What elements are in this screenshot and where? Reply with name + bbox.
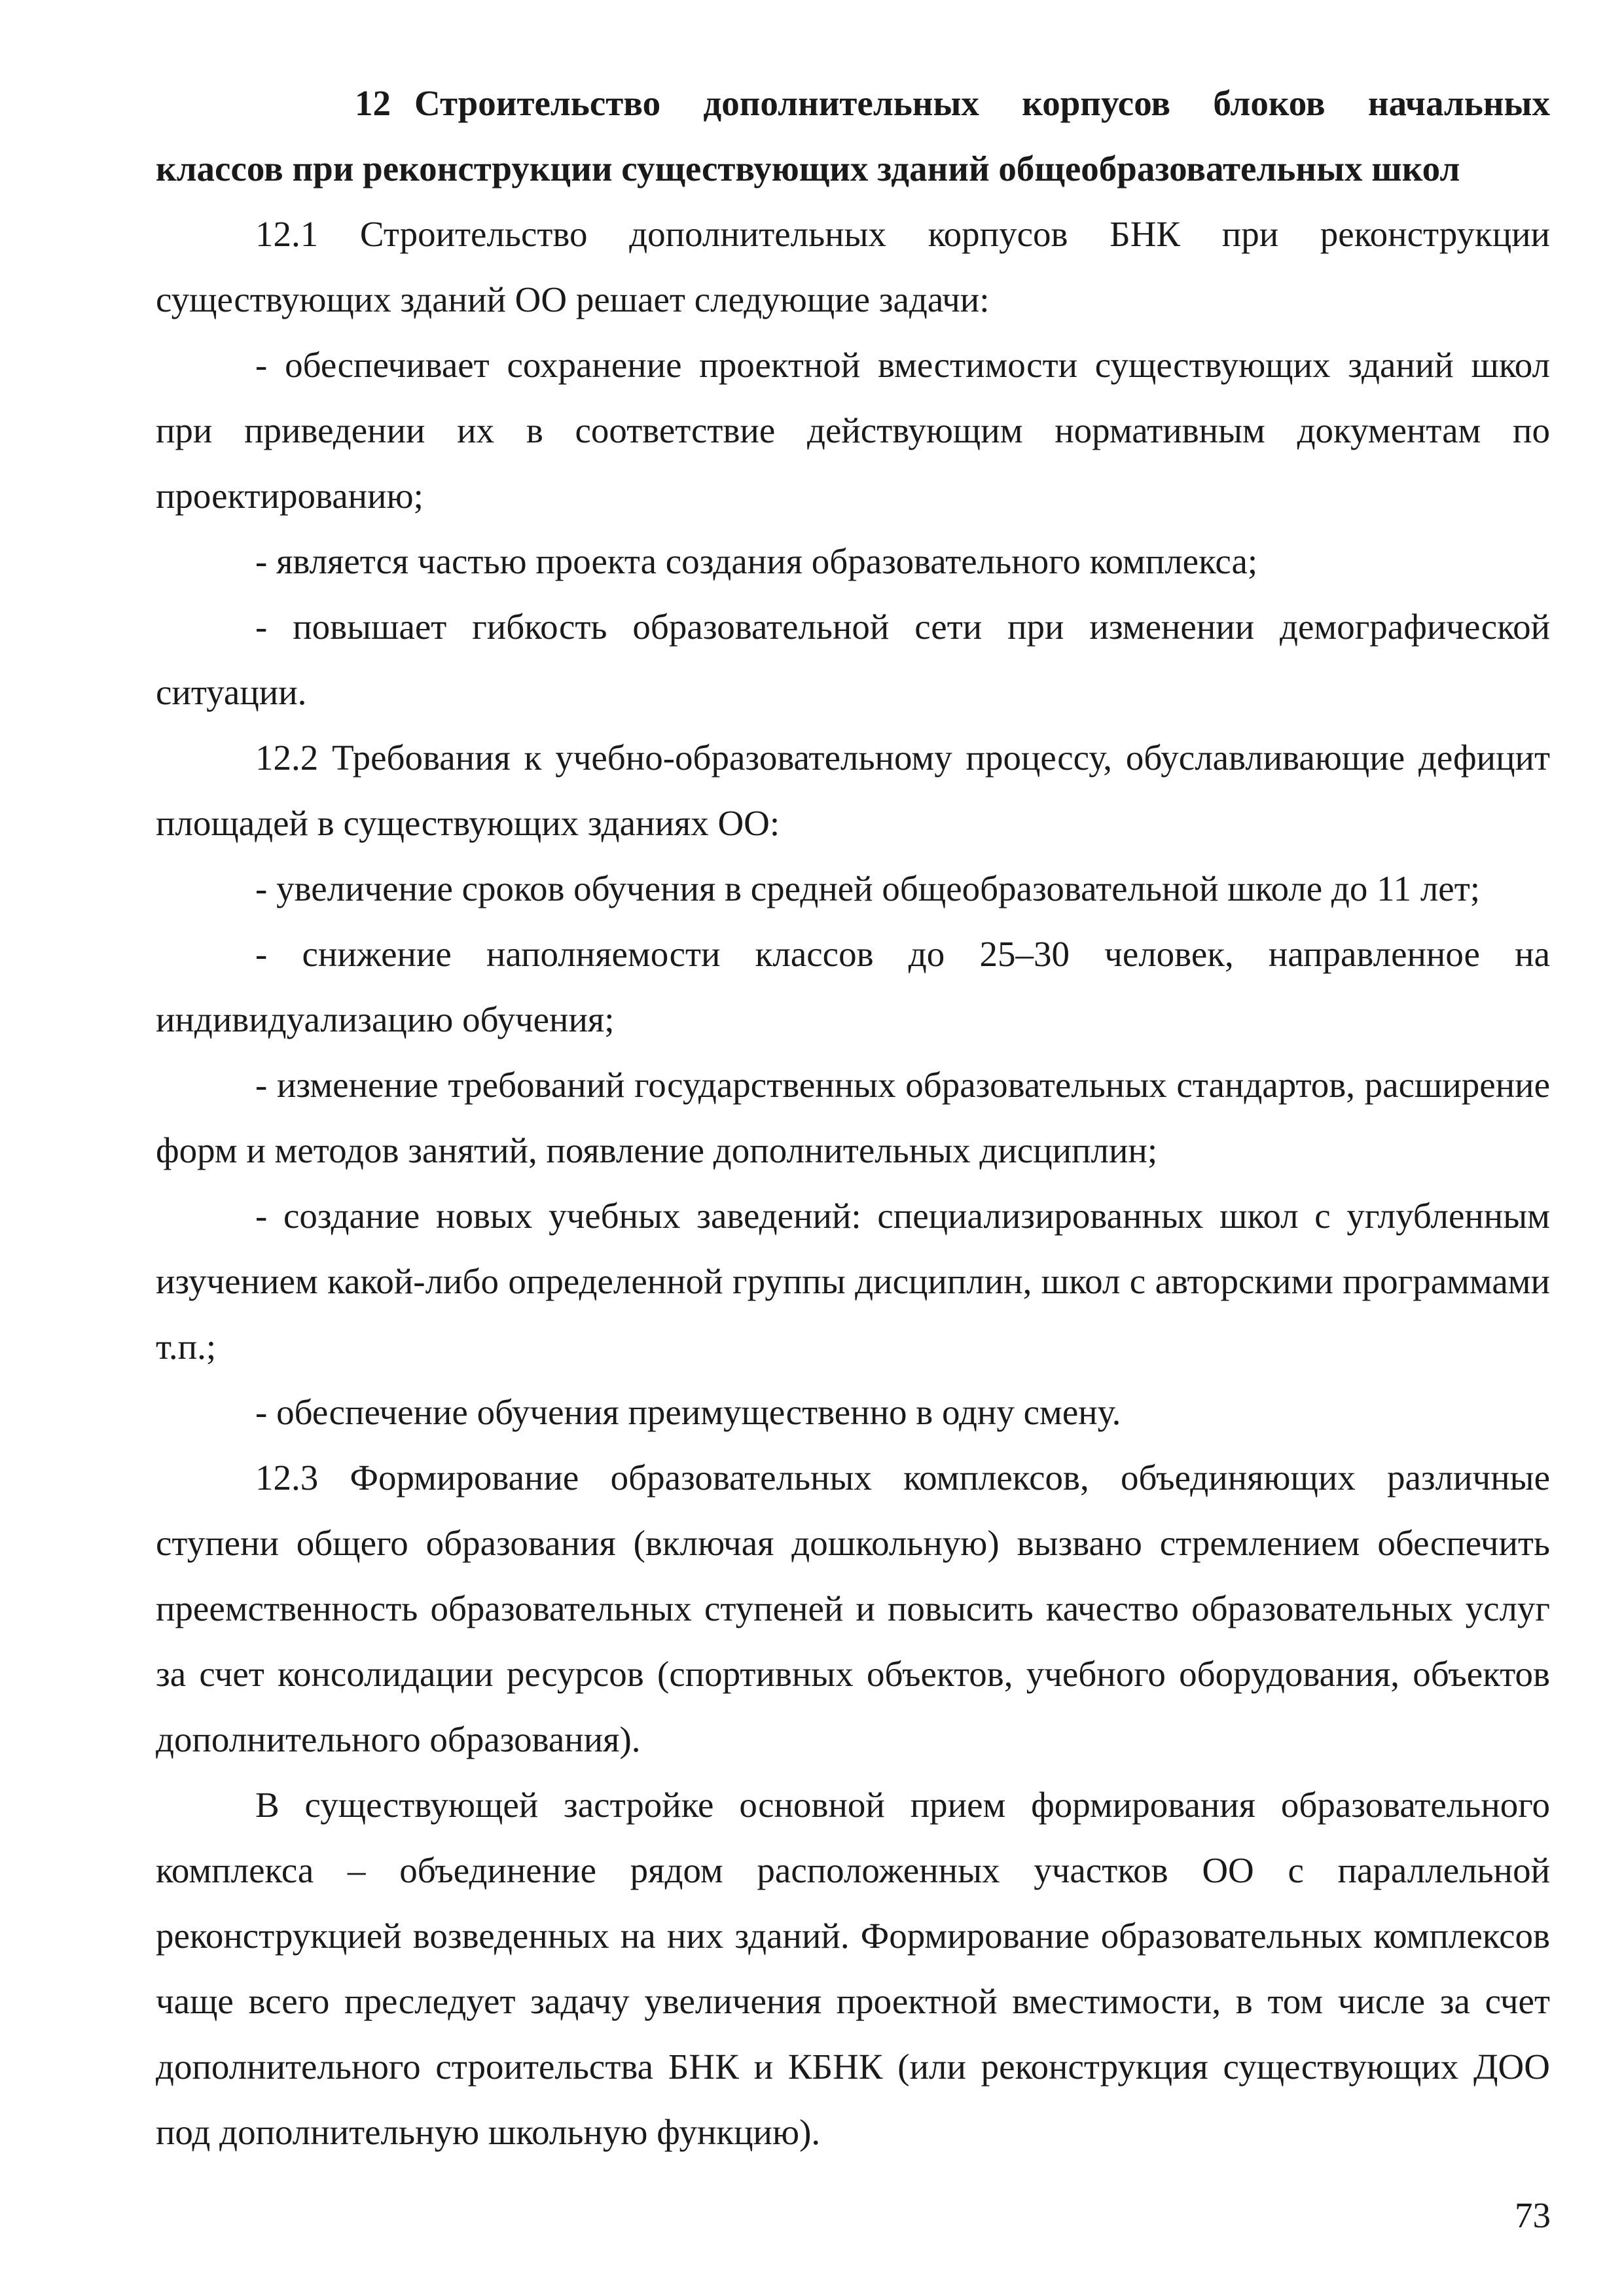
list-item: - обеспечивает сохранение проектной вместимости существующих зданий школ при приведении их в соответствие действующим нормативным документам по проектированию; <box>156 345 1550 516</box>
section-title: Строительство дополнительных корпусов блоков начальных классов при реконструкции существующих зданий общеобразовательных школ <box>156 83 1550 188</box>
section-heading <box>156 71 1550 202</box>
list-item: - повышает гибкость образовательной сети при изменении демографической ситуации. <box>156 607 1550 712</box>
list-item: - увеличение сроков обучения в средней общеобразовательной школе до 11 лет; <box>255 869 1481 908</box>
document-page <box>156 71 1550 2165</box>
list-item: - изменение требований государственных образовательных стандартов, расширение форм и методов занятий, появление дополнительных дисциплин; <box>156 1065 1550 1170</box>
paragraph-12-2: 12.2 Требования к учебно-образовательному процессу, обуславливающие дефицит площадей в существующих зданиях ОО: <box>156 738 1550 843</box>
paragraph-12-1: 12.1 Строительство дополнительных корпусов БНК при реконструкции существующих зданий ОО решает следующие задачи: <box>156 214 1550 319</box>
paragraph-12-3: 12.3 Формирование образовательных комплексов, объединяющих различные ступени общего образования (включая дошкольную) вызвано стремлением обеспечить преемственность образовательных ступеней и повысить качество образовательных услуг за счет консолидации ресурсов (спортивных объектов, учебного оборудования, объектов дополнительного образования). <box>156 1458 1550 1759</box>
paragraph-complex-formation: В существующей застройке основной прием формирования образовательного комплекса – объединение рядом расположенных участков ОО с параллельной реконструкцией возведенных на них зданий. Формирование образовательных комплексов чаще всего преследует задачу увеличения проектной вместимости, в том числе за счет дополнительного строительства БНК и КБНК (или реконструкция существующих ДОО под дополнительную школьную функцию). <box>156 1785 1550 2152</box>
list-item: - является частью проекта создания образовательного комплекса; <box>255 541 1258 581</box>
list-item: - обеспечение обучения преимущественно в одну смену. <box>255 1392 1121 1432</box>
list-item: - создание новых учебных заведений: специализированных школ с углубленным изучением какой-либо определенной группы дисциплин, школ с авторскими программами т.п.; <box>156 1196 1550 1367</box>
section-number: 12 <box>355 83 391 123</box>
page-number: 73 <box>1515 2195 1551 2235</box>
list-item: - снижение наполняемости классов до 25–30 человек, направленное на индивидуализацию обучения; <box>156 934 1550 1039</box>
